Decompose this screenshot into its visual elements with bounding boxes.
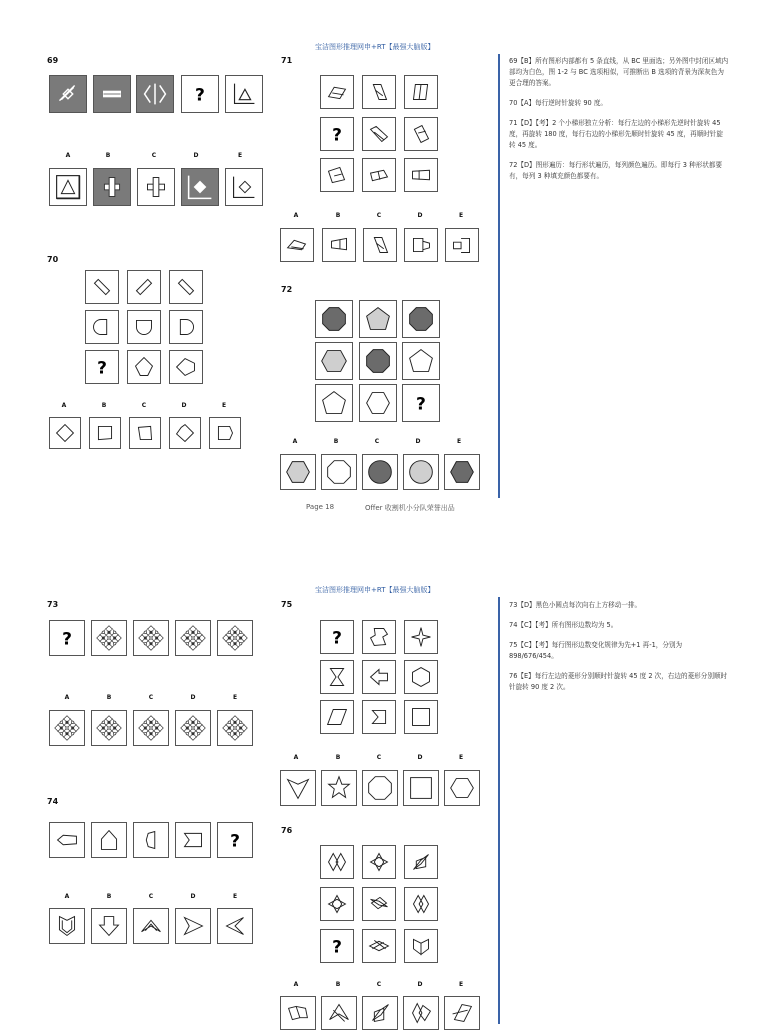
page2-header: 宝洁图形推理网申+RT【最强大脑版】 xyxy=(315,586,435,594)
q72-cell-question xyxy=(402,384,440,422)
rhombus-pair-icon xyxy=(405,846,437,878)
knot-pattern-icon xyxy=(134,711,168,745)
q74-option-d[interactable] xyxy=(175,908,211,944)
q74-figure-question xyxy=(217,822,253,858)
rhombus-pair-icon xyxy=(321,888,353,920)
q76-cell-2 xyxy=(362,845,396,879)
q76-cell-question xyxy=(320,929,354,963)
trapezoid-pair-icon xyxy=(363,118,395,150)
star-icon xyxy=(322,771,356,805)
q74-label-b: B xyxy=(106,893,112,900)
q74-figure-3 xyxy=(133,822,169,858)
q72-label-c: C xyxy=(374,438,380,445)
pentagon-icon xyxy=(170,418,200,448)
q70-option-e[interactable] xyxy=(209,417,241,449)
q75-cell-2 xyxy=(362,620,396,654)
knot-pattern-icon xyxy=(218,621,252,655)
q71-number: 71 xyxy=(281,56,293,65)
square-triangle-icon xyxy=(50,169,86,205)
chevron-icon xyxy=(134,909,168,943)
square-icon xyxy=(405,701,437,733)
brackets-icon xyxy=(137,76,173,112)
q72-label-e: E xyxy=(456,438,462,445)
hexagon-icon xyxy=(445,771,479,805)
question-mark: ? xyxy=(332,936,342,957)
q75-cell-9 xyxy=(404,700,438,734)
q73-option-a[interactable] xyxy=(49,710,85,746)
q69-label-b: B xyxy=(105,152,111,159)
q76-label-d: D xyxy=(417,981,423,988)
q73-label-a: A xyxy=(64,694,70,701)
pentagon-icon xyxy=(128,351,160,383)
parallelogram-icon xyxy=(321,701,353,733)
question-mark: ? xyxy=(332,124,342,145)
q72-cell-6 xyxy=(402,342,440,380)
hexagon-icon xyxy=(316,343,352,379)
q70-label-d: D xyxy=(181,402,187,409)
q70-cell-9 xyxy=(169,350,203,384)
hexagon-icon xyxy=(445,455,479,489)
pentagon-icon xyxy=(363,701,395,733)
q76-label-b: B xyxy=(335,981,341,988)
rhombus-pair-icon xyxy=(404,997,438,1029)
q69-option-a[interactable] xyxy=(49,168,87,206)
q71-cell-8 xyxy=(362,158,396,192)
q71-cell-5 xyxy=(362,117,396,151)
q75-cell-question xyxy=(320,620,354,654)
q75-label-a: A xyxy=(293,754,299,761)
q71-cell-7 xyxy=(320,158,354,192)
q74-figure-4 xyxy=(175,822,211,858)
knot-pattern-icon xyxy=(134,621,168,655)
q75-option-b[interactable] xyxy=(321,770,357,806)
q72-option-c[interactable] xyxy=(362,454,398,490)
q72-option-b[interactable] xyxy=(321,454,357,490)
star-icon xyxy=(405,621,437,653)
q72-cell-4 xyxy=(315,342,353,380)
pentagon-icon xyxy=(360,301,396,337)
question-mark: ? xyxy=(62,629,72,650)
q74-option-a[interactable] xyxy=(49,908,85,944)
trapezoid-pair-icon xyxy=(405,159,437,191)
rhombus-pair-icon xyxy=(363,888,395,920)
q71-cell-2 xyxy=(362,75,396,109)
q70-label-e: E xyxy=(221,402,227,409)
page1-answers xyxy=(509,56,729,191)
rhombus-pair-icon xyxy=(321,846,353,878)
q76-option-e[interactable] xyxy=(444,996,480,1030)
q74-option-b[interactable] xyxy=(91,908,127,944)
trapezoid-pair-icon xyxy=(321,76,353,108)
half-round-icon xyxy=(86,311,118,343)
pentagon-icon xyxy=(403,343,439,379)
rhombus-pair-icon xyxy=(363,846,395,878)
cross-icon xyxy=(138,169,174,205)
answer-71: 71【D】【考】2 个小梯形独立分析：每行左边的小梯形先逆时针旋转 45 度，再旋转 180 度，每行右边的小梯形先顺时针旋转 45 度，再顺时针旋转 45 度。 xyxy=(509,119,723,149)
q75-cell-6 xyxy=(404,660,438,694)
question-mark: ? xyxy=(97,357,107,378)
hexagon-icon xyxy=(360,385,396,421)
q69-figure-2 xyxy=(93,75,131,113)
diamond-corner-icon xyxy=(182,169,218,205)
trapezoid-pair-icon xyxy=(405,76,437,108)
rhombus-pair-icon xyxy=(405,888,437,920)
q75-label-c: C xyxy=(376,754,382,761)
q71-cell-1 xyxy=(320,75,354,109)
answer-74: 74【C】【考】所有图形边数均为 5。 xyxy=(509,621,618,629)
rhombus-pair-icon xyxy=(363,930,395,962)
hexagon-icon xyxy=(281,455,315,489)
q71-option-b[interactable] xyxy=(322,228,356,262)
q75-label-d: D xyxy=(417,754,423,761)
diamond-icon xyxy=(50,418,80,448)
trapezoid-pair-icon xyxy=(321,159,353,191)
square-icon xyxy=(404,771,438,805)
q74-label-a: A xyxy=(64,893,70,900)
q73-label-c: C xyxy=(148,694,154,701)
q72-label-d: D xyxy=(415,438,421,445)
octagon-icon xyxy=(316,301,352,337)
circle-icon xyxy=(404,455,438,489)
octagon-icon xyxy=(322,455,356,489)
page2-divider xyxy=(498,597,500,1024)
q69-option-e[interactable] xyxy=(225,168,263,206)
q76-cell-8 xyxy=(362,929,396,963)
q74-label-d: D xyxy=(190,893,196,900)
rhombus-pair-icon xyxy=(445,997,479,1029)
arrow-left-icon xyxy=(363,661,395,693)
half-round-icon xyxy=(170,311,202,343)
q70-cell-question xyxy=(85,350,119,384)
diamond-corner-icon xyxy=(226,169,262,205)
q69-figure-1 xyxy=(49,75,87,113)
knot-pattern-icon xyxy=(92,621,126,655)
trapezoid-pair-icon xyxy=(405,118,437,150)
octagon-icon xyxy=(403,301,439,337)
q72-cell-1 xyxy=(315,300,353,338)
q76-label-e: E xyxy=(458,981,464,988)
q69-figure-3 xyxy=(136,75,174,113)
arrowhead-icon xyxy=(218,909,252,943)
question-mark: ? xyxy=(230,831,240,852)
q70-cell-2 xyxy=(127,270,161,304)
q72-option-a[interactable] xyxy=(280,454,316,490)
bar-icon xyxy=(94,76,130,112)
q70-number: 70 xyxy=(47,255,59,264)
q72-cell-7 xyxy=(315,384,353,422)
q74-option-e[interactable] xyxy=(217,908,253,944)
knot-pattern-icon xyxy=(176,711,210,745)
knot-pattern-icon xyxy=(92,711,126,745)
square-icon xyxy=(90,418,120,448)
slanted-bar-icon xyxy=(86,271,118,303)
q75-label-b: B xyxy=(335,754,341,761)
q73-figure-3 xyxy=(133,620,169,656)
q76-cell-3 xyxy=(404,845,438,879)
q72-label-b: B xyxy=(333,438,339,445)
q72-option-e[interactable] xyxy=(444,454,480,490)
hourglass-icon xyxy=(321,661,353,693)
q76-cell-1 xyxy=(320,845,354,879)
q70-cell-4 xyxy=(85,310,119,344)
q71-label-b: B xyxy=(335,212,341,219)
q76-option-c[interactable] xyxy=(362,996,398,1030)
q72-cell-8 xyxy=(359,384,397,422)
diamond-slash-icon xyxy=(50,76,86,112)
question-mark: ? xyxy=(332,627,342,648)
rhombus-pair-icon xyxy=(363,997,397,1029)
trapezoid-pair-icon xyxy=(281,229,313,261)
q76-label-a: A xyxy=(293,981,299,988)
q70-cell-3 xyxy=(169,270,203,304)
q72-label-a: A xyxy=(292,438,298,445)
half-round-icon xyxy=(128,311,160,343)
pentagon-icon xyxy=(176,823,210,857)
q71-cell-9 xyxy=(404,158,438,192)
q76-option-a[interactable] xyxy=(280,996,316,1030)
q70-option-c[interactable] xyxy=(129,417,161,449)
pentagon-icon xyxy=(50,823,84,857)
trapezoid-pair-icon xyxy=(364,229,396,261)
q69-label-e: E xyxy=(237,152,243,159)
answer-72: 72【D】图形遍历：每行形状遍历，每列颜色遍历。即每行 3 种形状都要有，每列 3 种填充颜色都要有。 xyxy=(509,161,723,180)
q72-cell-3 xyxy=(402,300,440,338)
trapezoid-pair-icon xyxy=(363,76,395,108)
q69-label-c: C xyxy=(151,152,157,159)
q75-label-e: E xyxy=(458,754,464,761)
q73-option-d[interactable] xyxy=(175,710,211,746)
q71-label-a: A xyxy=(293,212,299,219)
cross-icon xyxy=(94,169,130,205)
q69-option-d[interactable] xyxy=(181,168,219,206)
page2-answers xyxy=(509,600,729,702)
q73-option-e[interactable] xyxy=(217,710,253,746)
q73-label-b: B xyxy=(106,694,112,701)
q71-cell-question xyxy=(320,117,354,151)
pentagon-icon xyxy=(134,823,168,857)
q70-option-a[interactable] xyxy=(49,417,81,449)
q71-option-e[interactable] xyxy=(445,228,479,262)
q71-cell-3 xyxy=(404,75,438,109)
q70-option-d[interactable] xyxy=(169,417,201,449)
q69-figure-5 xyxy=(225,75,263,113)
q71-option-d[interactable] xyxy=(404,228,438,262)
q69-label-d: D xyxy=(193,152,199,159)
q76-cell-4 xyxy=(320,887,354,921)
q71-label-c: C xyxy=(376,212,382,219)
q70-cell-1 xyxy=(85,270,119,304)
q70-cell-5 xyxy=(127,310,161,344)
trapezoid-pair-icon xyxy=(405,229,437,261)
circle-icon xyxy=(363,455,397,489)
q72-cell-2 xyxy=(359,300,397,338)
answer-73: 73【D】黑色小圆点每次向右上方移动一排。 xyxy=(509,601,642,609)
q74-option-c[interactable] xyxy=(133,908,169,944)
q76-option-b[interactable] xyxy=(321,996,357,1030)
answer-76: 76【E】每行左边的菱形分别顺时针旋转 45 度 2 次，右边的菱形分别顺时针旋转 90 度 2 次。 xyxy=(509,672,728,691)
rhombus-pair-icon xyxy=(322,997,356,1029)
q73-figure-2 xyxy=(91,620,127,656)
page1-divider xyxy=(498,54,500,498)
q75-option-a[interactable] xyxy=(280,770,316,806)
q74-figure-2 xyxy=(91,822,127,858)
q73-figure-4 xyxy=(175,620,211,656)
q73-option-b[interactable] xyxy=(91,710,127,746)
trapezoid-pair-icon xyxy=(363,159,395,191)
q71-label-d: D xyxy=(417,212,423,219)
q75-number: 75 xyxy=(281,600,293,609)
q71-option-c[interactable] xyxy=(363,228,397,262)
q69-figure-question xyxy=(181,75,219,113)
hexagon-icon xyxy=(405,661,437,693)
q76-cell-9 xyxy=(404,929,438,963)
q69-number: 69 xyxy=(47,56,59,65)
footer-page-number: Page 18 xyxy=(306,503,335,511)
slanted-bar-icon xyxy=(170,271,202,303)
q75-option-c[interactable] xyxy=(362,770,398,806)
octagon-icon xyxy=(363,771,397,805)
q74-figure-1 xyxy=(49,822,85,858)
q75-option-d[interactable] xyxy=(403,770,439,806)
q73-figure-5 xyxy=(217,620,253,656)
arrowhead-icon xyxy=(281,771,315,805)
q70-cell-6 xyxy=(169,310,203,344)
q72-option-d[interactable] xyxy=(403,454,439,490)
slanted-bar-icon xyxy=(128,271,160,303)
q75-cell-3 xyxy=(404,620,438,654)
arrow-down-icon xyxy=(92,909,126,943)
q69-option-b[interactable] xyxy=(93,168,131,206)
q69-option-c[interactable] xyxy=(137,168,175,206)
answer-70: 70【A】每行逆时针旋转 90 度。 xyxy=(509,99,608,107)
q70-label-c: C xyxy=(141,402,147,409)
question-mark: ? xyxy=(195,85,205,106)
arrowhead-icon xyxy=(176,909,210,943)
q76-option-d[interactable] xyxy=(403,996,439,1030)
q76-label-c: C xyxy=(376,981,382,988)
shield-icon xyxy=(50,909,84,943)
q71-cell-6 xyxy=(404,117,438,151)
rhombus-pair-icon xyxy=(281,997,315,1029)
q70-cell-8 xyxy=(127,350,161,384)
q76-cell-5 xyxy=(362,887,396,921)
page1-header: 宝洁图形推理网申+RT【最强大脑版】 xyxy=(315,43,435,51)
q75-option-e[interactable] xyxy=(444,770,480,806)
q75-cell-7 xyxy=(320,700,354,734)
q74-label-e: E xyxy=(232,893,238,900)
q72-number: 72 xyxy=(281,285,293,294)
square-icon xyxy=(130,418,160,448)
answer-75: 75【C】【考】每行图形边数变化规律为先+1 再-1，分别为 898/676/454。 xyxy=(509,641,683,660)
q72-cell-5 xyxy=(359,342,397,380)
q73-option-c[interactable] xyxy=(133,710,169,746)
pentagon-icon xyxy=(210,418,240,448)
irregular-polygon-icon xyxy=(363,621,395,653)
answer-69: 69【B】所有图形内部都有 5 条直线，从 BC 里面选；另外图中封闭区域内部均为白色，图 1-2 与 BC 选项相似，可推断出 B 选项的背景为深灰色为更合理的答案。 xyxy=(509,57,729,87)
knot-pattern-icon xyxy=(218,711,252,745)
triangle-corner-icon xyxy=(226,76,262,112)
q73-label-d: D xyxy=(190,694,196,701)
octagon-icon xyxy=(360,343,396,379)
knot-pattern-icon xyxy=(176,621,210,655)
q70-option-b[interactable] xyxy=(89,417,121,449)
q73-label-e: E xyxy=(232,694,238,701)
pentagon-icon xyxy=(92,823,126,857)
q75-cell-5 xyxy=(362,660,396,694)
q75-cell-8 xyxy=(362,700,396,734)
trapezoid-pair-icon xyxy=(323,229,355,261)
q71-option-a[interactable] xyxy=(280,228,314,262)
pentagon-icon xyxy=(316,385,352,421)
q73-number: 73 xyxy=(47,600,59,609)
q70-label-a: A xyxy=(61,402,67,409)
question-mark: ? xyxy=(416,394,426,415)
rhombus-pair-icon xyxy=(405,930,437,962)
q75-cell-4 xyxy=(320,660,354,694)
q71-label-e: E xyxy=(458,212,464,219)
knot-pattern-icon xyxy=(50,711,84,745)
q70-label-b: B xyxy=(101,402,107,409)
pentagon-icon xyxy=(170,351,202,383)
q69-label-a: A xyxy=(65,152,71,159)
q76-cell-6 xyxy=(404,887,438,921)
q73-figure-question xyxy=(49,620,85,656)
q76-number: 76 xyxy=(281,826,293,835)
q74-number: 74 xyxy=(47,797,59,806)
footer-org: Offer 收割机小分队荣誉出品 xyxy=(365,504,455,512)
trapezoid-pair-icon xyxy=(446,229,478,261)
q74-label-c: C xyxy=(148,893,154,900)
